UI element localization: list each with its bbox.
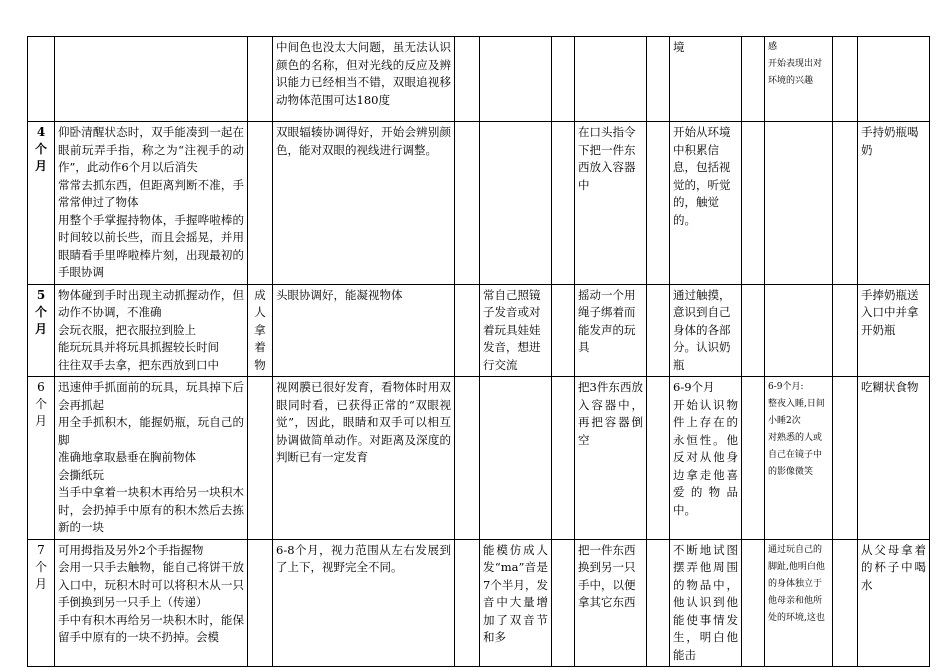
narrow-cell [455,122,480,285]
month-cell: 5 个 月 [28,284,55,377]
narrow-cell [647,37,670,122]
table-row [28,37,930,122]
self-care-cell: 从父母拿着的杯子中喝水 [858,539,930,667]
vision-cell: 中间色也没太大问题，虽无法认识颜色的名称，但对光线的反应及辨识能力已经相当不错，双眼追视移动物体范围可达180度 [273,37,455,122]
narrow-cell [455,37,480,122]
month-cell: 7 个 月 [28,539,55,667]
cognition-cell: 境 [670,37,742,122]
table-row [28,122,930,285]
vision-cell: 双眼辐辏协调得好，开始会辨别颜色，能对双眼的视线进行调整。 [273,122,455,285]
self-care-cell: 手捧奶瓶送入口中并拿开奶瓶 [858,284,930,377]
fine-motor-cell: 可用拇指及另外2个手指握物 会用一只手去触物，能自己将饼干放入口中，玩积木时可以将积木从一只手倒换到另一只手上（传递） 手中有积木再给另一块积木时，能保留手中原有的一块不扔掉。会模 [55,539,248,667]
narrow-cell [455,377,480,540]
fine-motor-cell [55,37,248,122]
cognition-cell: 6-9个月 开始认识物件上存在的永恒性。他反对从他身边拿走他喜爱的物品中。 [670,377,742,540]
narrow-cell [742,377,765,540]
narrow-cell [833,539,858,667]
narrow-cell [248,539,273,667]
social-cell [765,284,833,377]
language-cell [480,122,552,285]
fine-motor-cell: 迅速伸手抓面前的玩具，玩具掉下后会再抓起 用全手抓积木，能握奶瓶，玩自己的脚 准确地拿取悬垂在胸前物体 会撕纸玩 当手中拿着一块积木再给另一块积木时，会扔掉手中原有的积木然后去拣新的一块 [55,377,248,540]
narrow-cell [552,284,575,377]
narrow-cell [455,284,480,377]
language-cell [480,37,552,122]
self-care-cell: 吃糊状食物 [858,377,930,540]
narrow-cell: 成 人 拿 着 物 [248,284,273,377]
social-cell [765,122,833,285]
activity-cell: 把3件东西放入容器中，再把容器倒空 [575,377,647,540]
narrow-cell [742,37,765,122]
narrow-cell [248,37,273,122]
fine-motor-cell: 物体碰到手时出现主动抓握动作，但动作不协调，不准确 会玩衣服，把衣服拉到脸上 能玩玩具并将玩具抓握较长时间 往往双手去拿，把东西放到口中 [55,284,248,377]
month-cell [28,37,55,122]
narrow-cell [647,122,670,285]
narrow-cell [552,122,575,285]
narrow-cell [552,37,575,122]
narrow-cell [742,284,765,377]
self-care-cell [858,37,930,122]
narrow-cell [833,377,858,540]
narrow-cell [647,377,670,540]
cognition-cell: 通过触摸，意识到自己身体的各部分。认识奶瓶 [670,284,742,377]
cognition-cell: 不断地试图摆弄他周围的物品中，他认识到他能使事情发生，明白他能击 [670,539,742,667]
narrow-cell [248,377,273,540]
language-cell: 常自己照镜子发音或对着玩具娃娃发音，想进行交流 [480,284,552,377]
activity-cell: 摇动一个用绳子绑着而能发声的玩具 [575,284,647,377]
month-cell: 6 个 月 [28,377,55,540]
narrow-cell [742,539,765,667]
activity-cell: 在口头指令下把一件东西放入容器中 [575,122,647,285]
language-cell [480,377,552,540]
narrow-cell [647,284,670,377]
social-cell: 6-9个月: 整夜入睡,日间小睡2次 对熟悉的人或自己在镜子中的影像微笑 [765,377,833,540]
fine-motor-cell: 仰卧清醒状态时，双手能凑到一起在眼前玩弄手指，称之为“注视手的动作”，此动作6个月以后消失 常常去抓东西，但距离判断不准，手常常伸过了物体 用整个手掌握持物体，手握哗啦棒的时间较以前长些，而且会摇晃，并用眼睛看手里哗啦棒片刻，出现最初的手眼协调 [55,122,248,285]
self-care-cell: 手持奶瓶喝奶 [858,122,930,285]
social-cell: 通过玩自己的脚趾,他明白他的身体独立于他母亲和他所处的环境,这也 [765,539,833,667]
language-cell: 能模仿成人发“ma”音是7个半月，发音中大量增加了双音节和多 [480,539,552,667]
development-table [27,36,930,667]
narrow-cell [833,37,858,122]
activity-cell: 把一件东西换到另一只手中，以便拿其它东西 [575,539,647,667]
table-row [28,539,930,667]
month-cell: 4 个 月 [28,122,55,285]
table-row [28,284,930,377]
table-row [28,377,930,540]
narrow-cell [647,539,670,667]
narrow-cell [552,539,575,667]
vision-cell: 视网膜已很好发育，看物体时用双眼同时看，已获得正常的“双眼视觉”，因此，眼睛和双手可以相互协调做简单动作。对距离及深度的判断已有一定发育 [273,377,455,540]
narrow-cell [455,539,480,667]
narrow-cell [248,122,273,285]
narrow-cell [552,377,575,540]
narrow-cell [742,122,765,285]
cognition-cell: 开始从环境中积累信息，包括视觉的，听觉的，触觉的。 [670,122,742,285]
narrow-cell [833,284,858,377]
activity-cell [575,37,647,122]
narrow-cell [833,122,858,285]
vision-cell: 头眼协调好，能凝视物体 [273,284,455,377]
vision-cell: 6-8个月，视力范围从左右发展到了上下，视野完全不同。 [273,539,455,667]
social-cell: 感 开始表现出对环境的兴趣 [765,37,833,122]
